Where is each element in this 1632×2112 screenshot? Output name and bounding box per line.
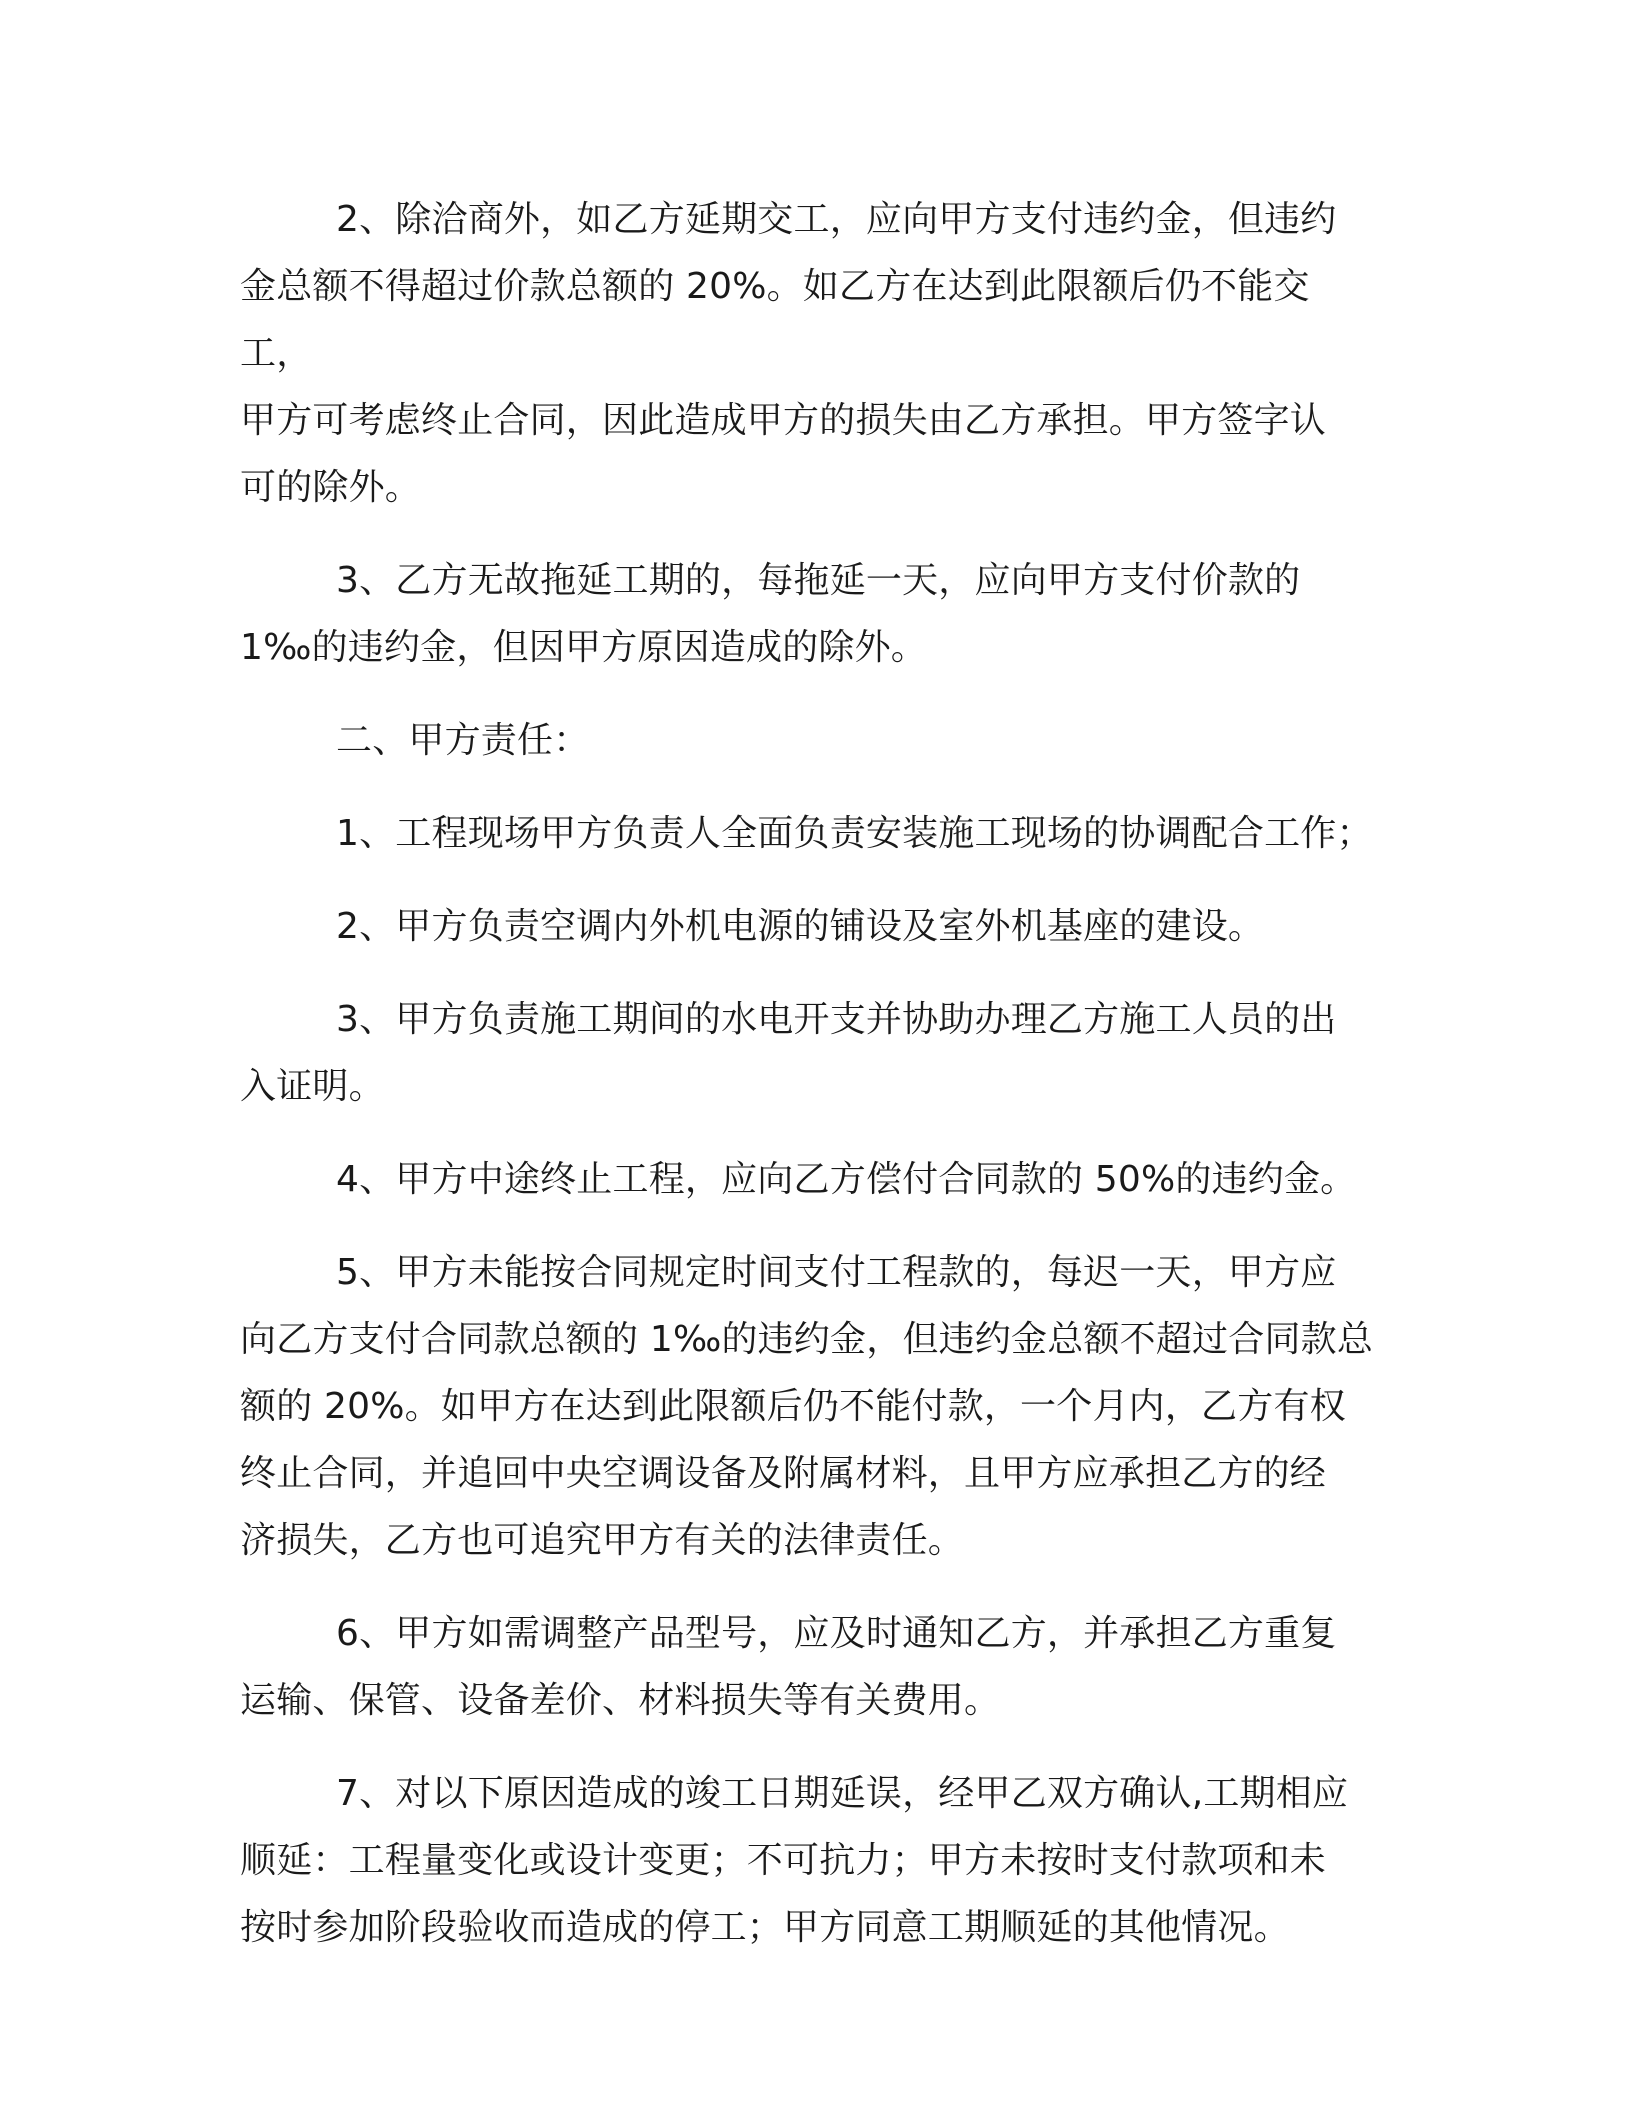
paragraph-power-supply: 2、甲方负责空调内外机电源的铺设及室外机基座的建设。: [336, 906, 1265, 947]
section-heading-party-a: 二、甲方责任：: [336, 720, 590, 761]
paragraph-daily-delay: 3、乙方无故拖延工期的，每拖延一天，应向甲方支付价款的 1‰的违约金，但因甲方原因造成的除外。: [240, 560, 1301, 668]
paragraph-late-payment: 5、甲方未能按合同规定时间支付工程款的，每迟一天，甲方应 向乙方支付合同款总额的 1‰的违约金，但违约金总额不超过合同款总 额的 20%。如甲方在达到此限额后仍不能付款，一个月内，乙方有权 终止合同，并追回中央空调设备及附属材料，且甲方应承担乙方的经 济损失，乙方也可追究甲方有关的法律责任。: [240, 1252, 1374, 1561]
paragraph-termination: 4、甲方中途终止工程，应向乙方偿付合同款的 50%的违约金。: [336, 1159, 1357, 1200]
paragraph-utilities: 3、甲方负责施工期间的水电开支并协助办理乙方施工人员的出 入证明。: [240, 999, 1337, 1107]
paragraph-site-coordination: 1、工程现场甲方负责人全面负责安装施工现场的协调配合工作；: [336, 813, 1373, 854]
document-body: [240, 186, 1380, 1961]
paragraph-model-change: 6、甲方如需调整产品型号，应及时通知乙方，并承担乙方重复 运输、保管、设备差价、材料损失等有关费用。: [240, 1613, 1337, 1721]
paragraph-delay-penalty: 2、除洽商外，如乙方延期交工，应向甲方支付违约金，但违约 金总额不得超过价款总额的 20%。如乙方在达到此限额后仍不能交工， 甲方可考虑终止合同，因此造成甲方的损失由乙方承担。甲方签字认 可的除外。: [240, 199, 1337, 508]
paragraph-schedule-extension: 7、对以下原因造成的竣工日期延误，经甲乙双方确认,工期相应 顺延：工程量变化或设计变更；不可抗力；甲方未按时支付款项和未 按时参加阶段验收而造成的停工；甲方同意工期顺延的其他情况。: [240, 1773, 1349, 1948]
